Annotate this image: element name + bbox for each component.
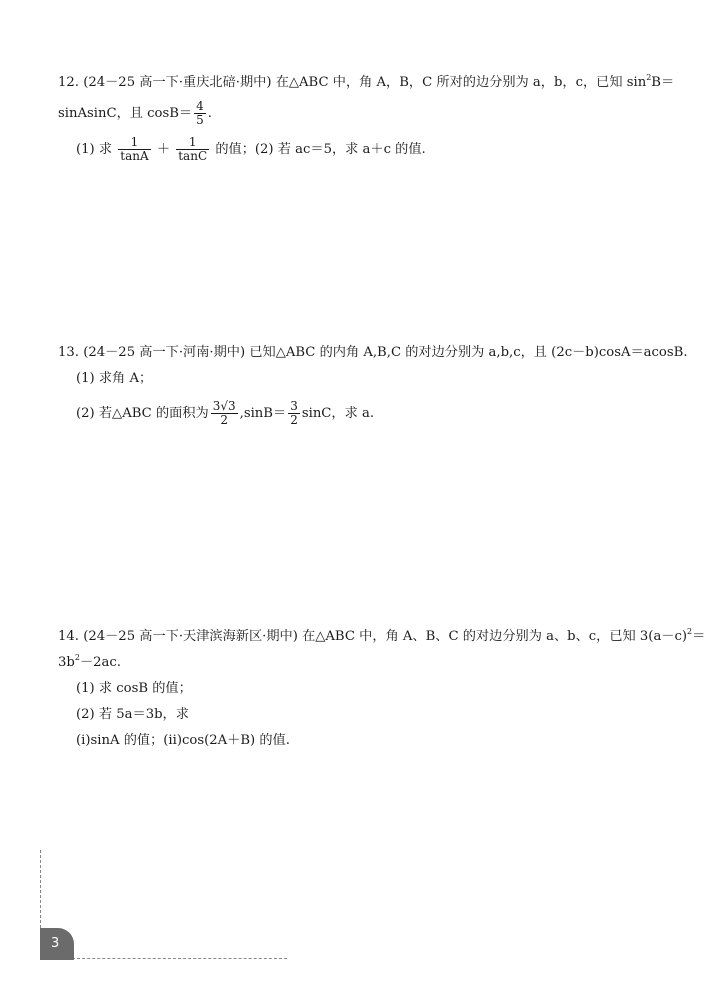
problem-13-source: (24－25 高一下·河南·期中) <box>83 345 246 360</box>
problem-12-questions: (1) 求 $\frac{1}{\tan A}$ ＋ $\frac{1}{\tan C}$ 的值；(2) 若 ac＝5，求 a＋c 的值. <box>76 135 426 163</box>
problem-12-text: 在△ABC 中，角 A，B，C 所对的边分别为 a，b，c，已知 sin <box>275 75 647 90</box>
fraction-1-tanA: $\frac{1}{\tan A}$ <box>120 135 149 163</box>
fraction-1-tanC: $\frac{1}{\tan C}$ <box>178 135 208 163</box>
fraction-3root3-2: $\frac{3√3}{2}$ <box>212 399 236 427</box>
problem-14-q3: (i)sinA 的值；(ii)cos(2A＋B) 的值. <box>76 733 290 748</box>
problem-13-q2: (2) 若△ABC 的面积为 $\frac{3√3}{2}$ ,sinB＝ $\frac{3}{2}$ sinC，求 a. <box>76 399 375 427</box>
problem-13-text: 已知△ABC 的内角 A,B,C 的对边分别为 a,b,c，且 (2c－b)cosA＝acosB. <box>249 345 688 360</box>
fraction-4-5: $\frac{4}{5}$ <box>196 99 204 127</box>
superscript-2: 2 <box>74 653 80 662</box>
problem-12-condition: sinAsinC，且 cosB＝ <box>58 106 193 121</box>
question-suffix: 的值；(2) 若 ac＝5，求 a＋c 的值. <box>215 142 426 157</box>
problem-14-q2: (2) 若 5a＝3b，求 <box>76 707 189 722</box>
question-prefix: (1) 求 <box>76 142 113 157</box>
problem-14-line1: 14. (24－25 高一下·天津滨海新区·期中) 在△ABC 中，角 A、B、C 的对边分别为 a、b、c，已知 $3(a-c)^2=$ <box>58 627 706 644</box>
problem-12-text-end: B＝ <box>651 75 675 90</box>
fraction-3-2: $\frac{3}{2}$ <box>290 399 298 427</box>
problem-14-number: 14. <box>58 629 79 644</box>
problem-12-number: 12. <box>58 75 79 90</box>
problem-14-text: 在△ABC 中，角 A、B、C 的对边分别为 a、b、c，已知 3(a－c) <box>302 629 688 644</box>
problem-12-line1 <box>58 74 674 92</box>
problem-13-number: 13. <box>58 345 79 360</box>
problem-12-line2: sinAsinC，且 cosB＝ $\frac{4}{5}$ . <box>58 99 212 127</box>
dashed-border-horizontal <box>72 958 287 959</box>
problem-14-q1: (1) 求 cosB 的值； <box>76 681 192 696</box>
problem-13-q1: (1) 求角 A； <box>76 371 153 386</box>
page-number-badge: 3 <box>40 928 74 960</box>
superscript-2: 2 <box>646 73 652 82</box>
problem-12-source: (24－25 高一下·重庆北碚·期中) <box>83 75 272 90</box>
problem-14-source: (24－25 高一下·天津滨海新区·期中) <box>83 629 298 644</box>
problem-13-line1 <box>58 344 688 362</box>
problem-14-line2: $3b^2-2ac$. <box>58 653 121 670</box>
dashed-border-vertical <box>40 850 41 928</box>
superscript-2: 2 <box>687 627 693 636</box>
